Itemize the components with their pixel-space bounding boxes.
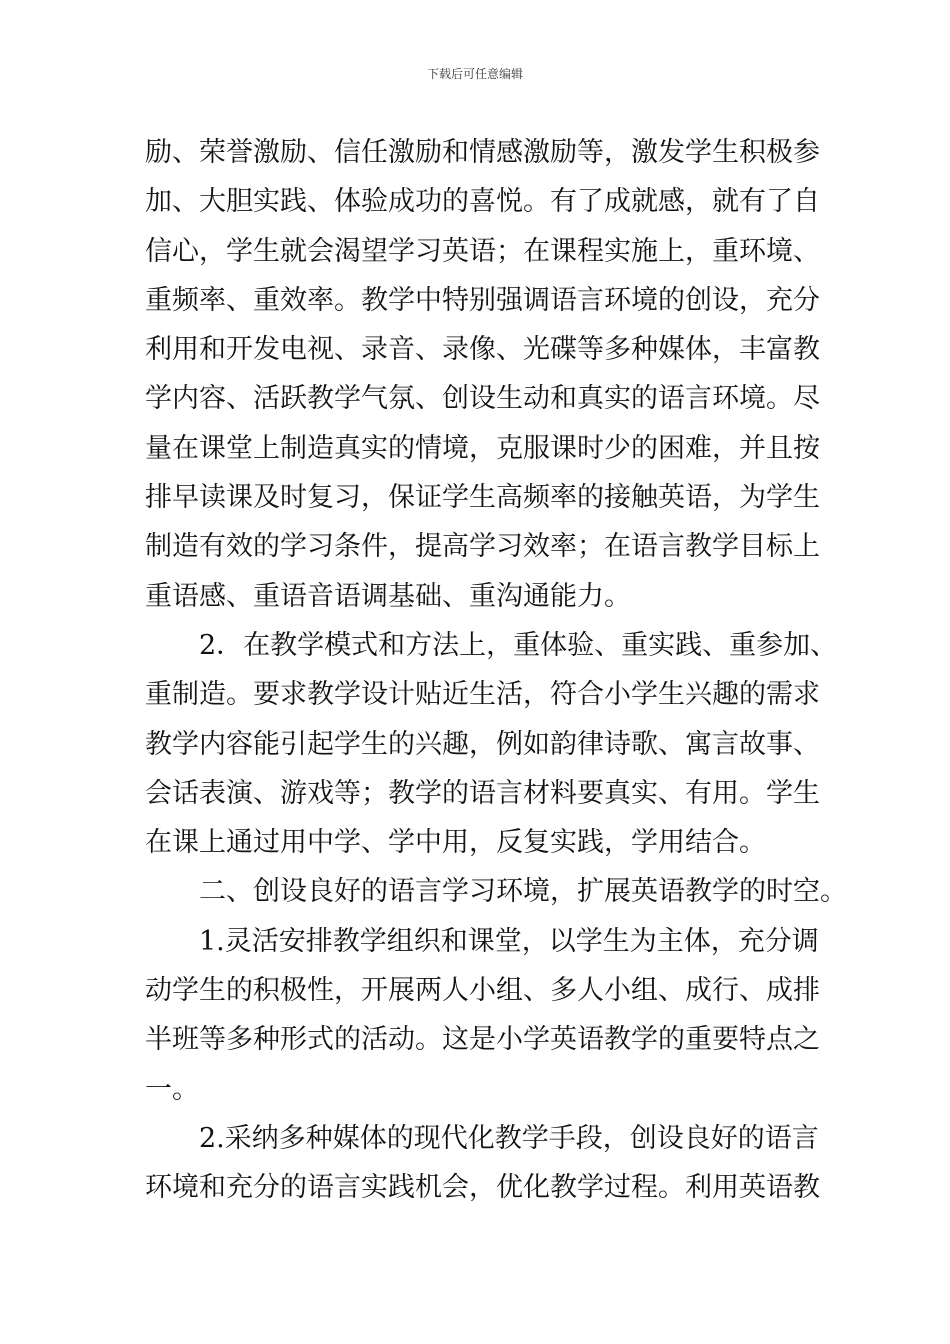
text-line: 信心，学生就会渴望学习英语；在课程实施上，重环境、 [145,235,820,267]
text-line: 制造有效的学习条件，提高学习效率；在语言教学目标上 [145,531,820,563]
text-line: 教学内容能引起学生的兴趣，例如韵律诗歌、寓言故事、 [145,728,820,760]
text-line: 排早读课及时复习，保证学生高频率的接触英语，为学生 [145,482,820,514]
text-line: 环境和充分的语言实践机会，优化教学过程。利用英语教 [145,1172,820,1204]
text-line: 励、荣誉激励、信任激励和情感激励等，激发学生积极参 [145,137,820,168]
text-line: 1.灵活安排教学组织和课堂，以学生为主体，充分调 [145,925,819,957]
text-line: 在课上通过用中学、学中用，反复实践，学用结合。 [145,827,766,859]
text-line: 动学生的积极性，开展两人小组、多人小组、成行、成排 [145,975,820,1007]
text-line: 重频率、重效率。教学中特别强调语言环境的创设，充分 [145,284,820,316]
text-line: 加、大胆实践、体验成功的喜悦。有了成就感，就有了自 [145,186,820,218]
body-text [145,128,847,1213]
text-line: 二、创设良好的语言学习环境，扩展英语教学的时空。 [145,876,847,908]
text-line: 2．在教学模式和方法上，重体验、重实践、重参加、 [145,629,838,661]
text-line: 会话表演、游戏等；教学的语言材料要真实、有用。学生 [145,777,820,809]
page-header: 下载后可任意编辑 [426,67,523,81]
text-line: 学内容、活跃教学气氛、创设生动和真实的语言环境。尽 [145,383,820,415]
text-line: 重制造。要求教学设计贴近生活，符合小学生兴趣的需求 [145,679,820,711]
text-line: 量在课堂上制造真实的情境，克服课时少的困难，并且按 [145,432,820,464]
text-line: 半班等多种形式的活动。这是小学英语教学的重要特点之 [145,1024,820,1056]
text-line: 重语感、重语音语调基础、重沟通能力。 [145,580,631,612]
text-line: 一。 [145,1073,199,1105]
text-line: 2.采纳多种媒体的现代化教学手段，创设良好的语言 [145,1122,819,1154]
text-line: 利用和开发电视、录音、录像、光碟等多种媒体，丰富教 [145,334,820,366]
